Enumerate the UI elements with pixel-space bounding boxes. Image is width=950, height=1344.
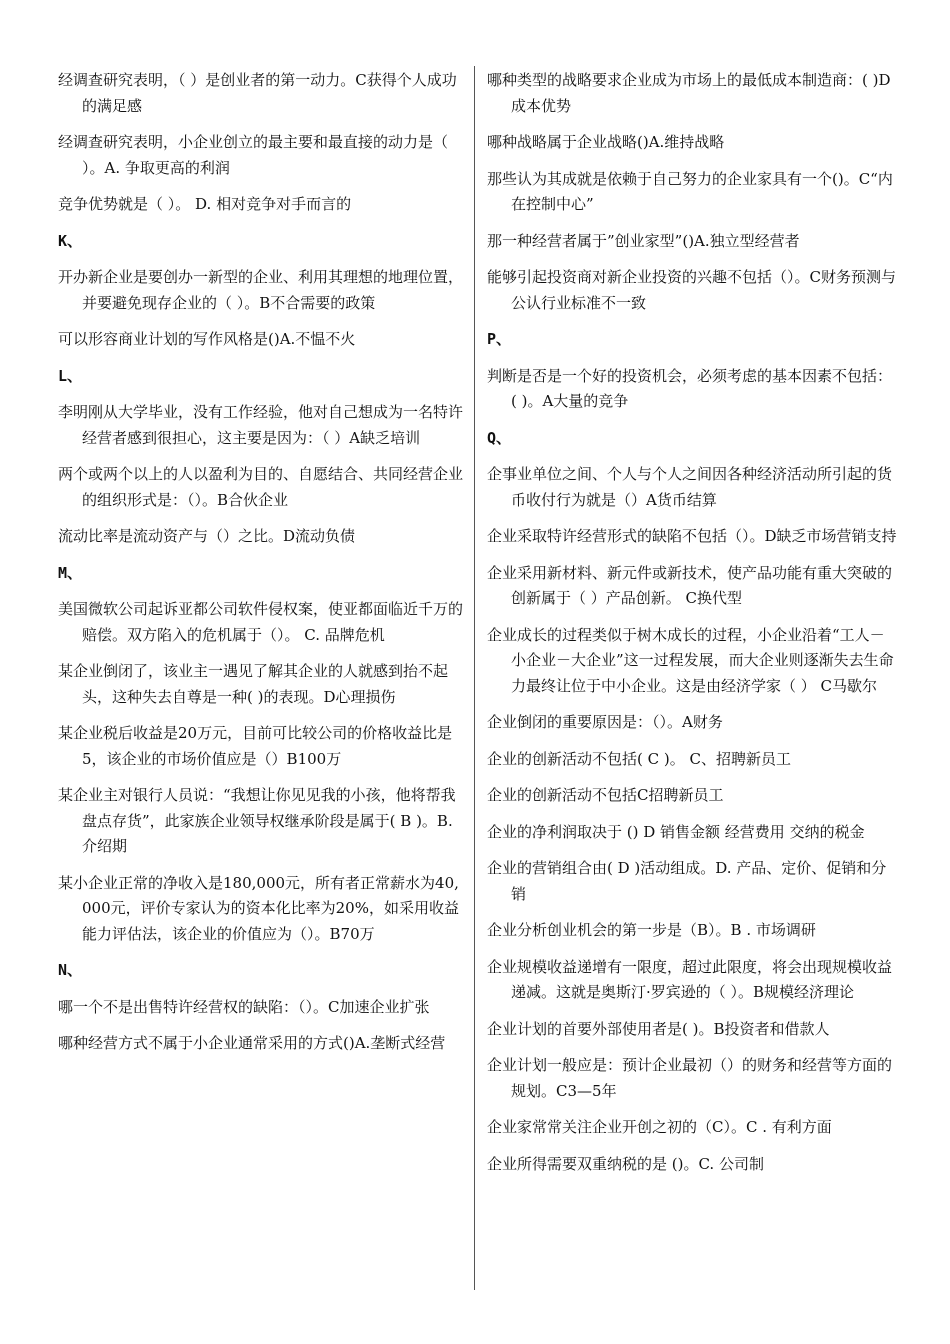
question-entry: 企业的净利润取决于 () D 销售金额 经营费用 交纳的税金 [487, 822, 865, 841]
question-entry: 企业所得需要双重纳税的是 ()。C. 公司制 [487, 1154, 764, 1173]
question-entry: 经调查研究表明，（ ）是创业者的第一动力。C获得个人成功的满足感 [58, 71, 457, 115]
question-entry: 某企业主对银行人员说：“我想让你见见我的小孩，他将帮我盘点存货”，此家族企业领导权继承阶段是属于( B )。B. 介绍期 [58, 786, 456, 855]
question-entry: 企业采用新材料、新元件或新技术，使产品功能有重大突破的创新属于（ ）产品创新。 C换代型 [487, 563, 893, 607]
question-entry: 哪一个不是出售特许经营权的缺陷：（）。C加速企业扩张 [58, 997, 430, 1016]
question-entry: 某企业税后收益是20万元，目前可比较公司的价格收益比是5，该企业的市场价值应是（）B100万 [58, 724, 453, 768]
question-entry: 企事业单位之间、个人与个人之间因各种经济活动所引起的货币收付行为就是（）A货币结算 [487, 465, 893, 509]
question-entry: 竞争优势就是（ ）。 D. 相对竞争对手而言的 [58, 195, 352, 213]
question-entry: 企业计划的首要外部使用者是( )。B投资者和借款人 [487, 1019, 830, 1038]
question-entry: 企业计划一般应是：预计企业最初（）的财务和经营等方面的规划。C3—5年 [487, 1056, 893, 1100]
section-heading: P、 [487, 330, 512, 348]
section-heading: Q、 [487, 428, 512, 447]
question-entry: 企业分析创业机会的第一步是（B）。B . 市场调研 [487, 921, 816, 939]
question-entry: 哪种战略属于企业战略()A.维持战略 [487, 133, 725, 151]
question-entry: 企业的创新活动不包括C招聘新员工 [487, 786, 724, 804]
question-entry: 某企业倒闭了，该业主一遇见了解其企业的人就感到抬不起头，这种失去自尊是一种( )的表现。D心理损伤 [58, 662, 449, 706]
question-entry: 哪种经营方式不属于小企业通常采用的方式()A.垄断式经营 [58, 1034, 446, 1052]
question-entry: 那些认为其成就是依赖于自己努力的企业家具有一个()。C“内在控制中心” [487, 169, 893, 213]
question-entry: 开办新企业是要创办一新型的企业、利用其理想的地理位置，并要避免现存企业的（ ）。B不合需要的政策 [58, 268, 464, 312]
question-entry: 哪种类型的战略要求企业成为市场上的最低成本制造商：( )D成本优势 [487, 71, 891, 115]
right-column [487, 68, 897, 1188]
question-entry: 判断是否是一个好的投资机会，必须考虑的基本因素不包括：( )。A大量的竞争 [487, 366, 893, 410]
question-entry: 企业的营销组合由( D )活动组成。D. 产品、定价、促销和分销 [487, 859, 887, 903]
question-entry: 经调查研究表明，小企业创立的最主要和最直接的动力是（ ）。A. 争取更高的利润 [58, 133, 449, 177]
section-heading: N、 [58, 961, 83, 979]
question-entry: 可以形容商业计划的写作风格是()A.不愠不火 [58, 330, 356, 348]
section-heading: M、 [58, 563, 83, 582]
section-heading: L、 [58, 366, 83, 385]
section-heading: K、 [58, 231, 83, 250]
question-entry: 李明刚从大学毕业，没有工作经验，他对自己想成为一名特许经营者感到很担心，这主要是因为：（ ）A缺乏培训 [58, 403, 464, 447]
question-entry: 企业采取特许经营形式的缺陷不包括（）。D缺乏市场营销支持 [487, 527, 897, 545]
question-entry: 企业规模收益递增有一限度，超过此限度，将会出现规模收益递减。这就是奥斯汀·罗宾逊的（ ）。B规模经济理论 [487, 957, 893, 1001]
column-divider [474, 66, 475, 1290]
question-entry: 企业的创新活动不包括( C )。 C、招聘新员工 [487, 749, 791, 768]
question-entry: 企业成长的过程类似于树木成长的过程，小企业沿着“工人－小企业－大企业”这一过程发展，而大企业则逐渐失去生命力最终让位于中小企业。这是由经济学家（ ） C马歇尔 [487, 625, 894, 695]
question-entry: 美国微软公司起诉亚都公司软件侵权案，使亚都面临近千万的赔偿。双方陷入的危机属于（）。 C. 品牌危机 [58, 600, 464, 644]
question-entry: 企业家常常关注企业开创之初的（C）。C . 有利方面 [487, 1118, 832, 1136]
question-entry: 企业倒闭的重要原因是：（）。A财务 [487, 713, 723, 731]
question-entry: 流动比率是流动资产与（）之比。D流动负债 [58, 527, 356, 545]
question-entry: 能够引起投资商对新企业投资的兴趣不包括（）。C财务预测与公认行业标准不一致 [487, 268, 896, 312]
left-column [58, 68, 466, 1068]
question-entry: 某小企业正常的净收入是180,000元，所有者正常薪水为40,000元，评价专家认为的资本化比率为20%，如采用收益能力评估法，该企业的价值应为（）。B70万 [58, 873, 459, 943]
question-entry: 那一种经营者属于”创业家型”()A.独立型经营者 [487, 231, 800, 250]
question-entry: 两个或两个以上的人以盈利为目的、自愿结合、共同经营企业的组织形式是：（）。B合伙企业 [58, 465, 464, 509]
